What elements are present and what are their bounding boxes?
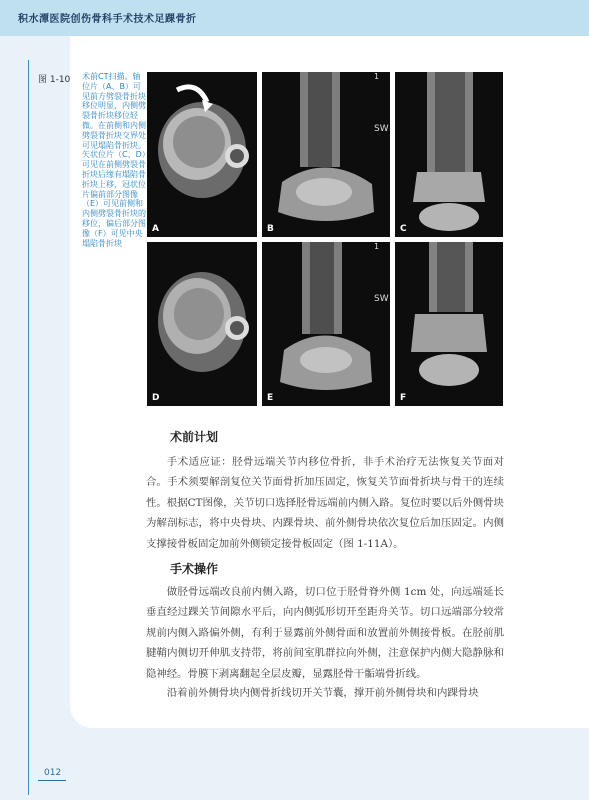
ct-image-f xyxy=(395,242,503,406)
ct-image-d xyxy=(147,242,257,406)
ct-coronal-graphic-2 xyxy=(395,242,503,406)
panel-b-overlay: SW xyxy=(374,124,389,134)
running-header-title: 积水潭医院创伤骨科手术技术足踝骨折 xyxy=(18,14,197,25)
ct-image-a xyxy=(147,72,257,237)
ct-axial-graphic xyxy=(147,72,257,237)
ct-image-c xyxy=(395,72,503,237)
panel-letter-d: D xyxy=(152,393,160,403)
figure-caption: 术前CT扫描。轴位片（A、B）可见前方劈裂骨折块移位明显，内侧劈裂骨折块移位轻微。在前侧和内侧劈裂骨折块交界处可见塌陷骨折块。矢状位片（C、D）可见在前侧劈裂骨折块后缘有塌陷骨折块上移，冠状位片偏前部分图像（E）可见前侧和内侧劈裂骨折块的移位，偏后部分图像（F）可见中央塌陷骨折块 xyxy=(82,72,146,248)
preop-plan-paragraph: 手术适应证：胫骨远端关节内移位骨折，非手术治疗无法恢复关节面对合。手术须要解剖复位关节面骨折加压固定，恢复关节面骨折块与骨干的连续性。根据CT图像，关节切口选择胫骨远端前内侧入路。复位时要以后外侧骨块为解剖标志，将中央骨块、内踝骨块、前外侧骨块依次复位后加压固定。内侧支撑接骨板固定加前外侧锁定接骨板固定（图 1-11A）。 xyxy=(146,456,504,550)
figure-label: 图 1-10 xyxy=(38,75,71,85)
procedure-paragraph-2: 沿着前外侧骨块内侧骨折线切开关节囊，撑开前外侧骨块和内踝骨块 xyxy=(166,687,479,699)
ct-image-b xyxy=(262,72,390,237)
panel-b-number: 1 xyxy=(374,72,380,81)
panel-letter-a: A xyxy=(152,224,159,234)
margin-rule xyxy=(28,60,29,795)
panel-letter-b: B xyxy=(267,224,274,234)
panel-letter-c: C xyxy=(400,224,407,234)
panel-e-number: 1 xyxy=(374,242,380,251)
ct-sagittal-graphic-2 xyxy=(262,242,390,406)
section-title-preop-plan: 术前计划 xyxy=(170,430,219,444)
panel-letter-e: E xyxy=(267,393,274,403)
page-number-rule xyxy=(38,780,66,781)
ct-axial-graphic-2 xyxy=(147,242,257,406)
ct-image-e xyxy=(262,242,390,406)
panel-letter-f: F xyxy=(400,393,407,403)
procedure-paragraph-1: 做胫骨远端改良前内侧入路，切口位于胫骨脊外侧 1cm 处，向远端延长垂直经过踝关节间隙水平后，向内侧弧形切开至距舟关节。切口远端部分较常规前内侧入路偏外侧，有利于显露前外侧骨面和放置前外侧接骨板。在胫前肌腱鞘内侧切开伸肌支持带，将前间室肌群拉向外侧，注意保护内侧大隐静脉和隐神经。骨膜下剥离翻起全层皮瓣，显露胫骨干骺端骨折线。 xyxy=(146,586,504,680)
running-header xyxy=(0,0,589,36)
ct-coronal-graphic xyxy=(395,72,503,237)
panel-e-overlay: SW xyxy=(374,294,389,304)
page-number: 012 xyxy=(44,768,62,778)
ct-sagittal-graphic xyxy=(262,72,390,237)
section-title-procedure: 手术操作 xyxy=(170,562,219,576)
